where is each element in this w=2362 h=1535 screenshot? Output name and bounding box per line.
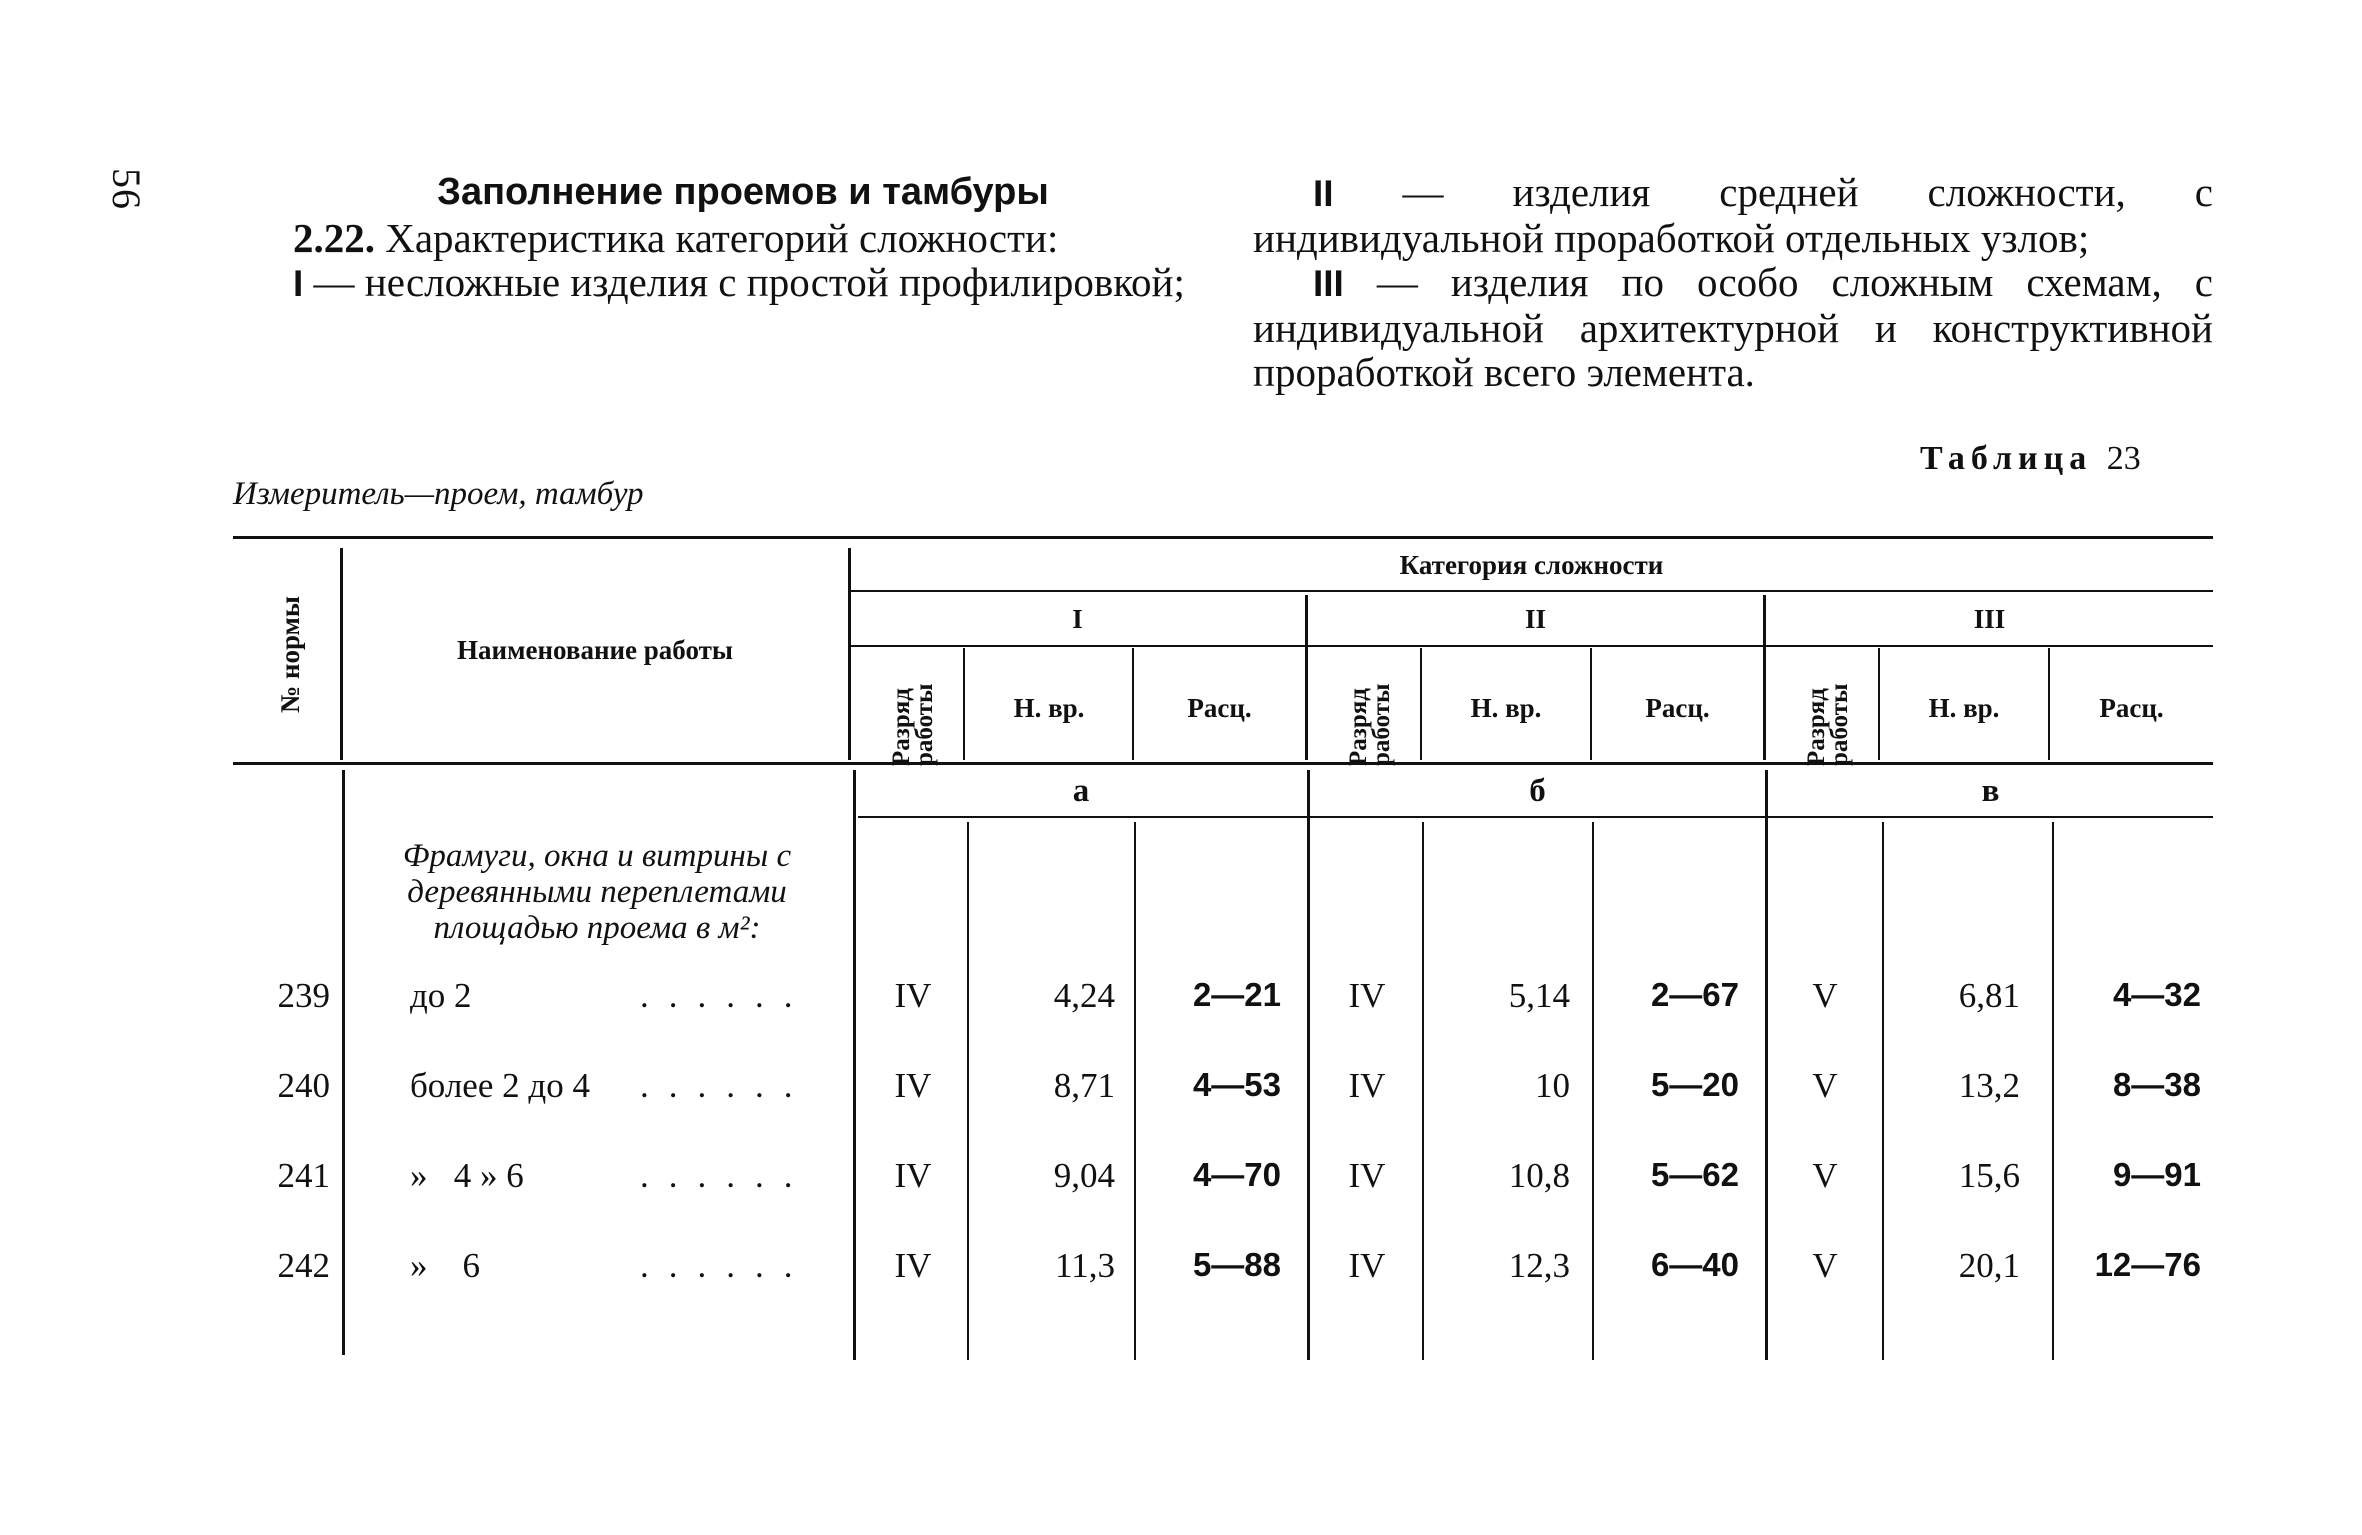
cell-c3-time: 20,1	[1958, 1246, 2020, 1285]
letter-a: а	[1072, 772, 1090, 809]
header-vline-norm	[340, 548, 343, 760]
category-2-text: — изделия средней сложности, с индивидуальной проработкой отдельных узлов;	[1253, 169, 2213, 261]
paragraph-text: Характеристика категорий сложности:	[375, 215, 1059, 261]
cell-c2-time: 12,3	[1508, 1246, 1570, 1285]
cell-c3-time: 13,2	[1958, 1066, 2020, 1105]
cell-c3-price: 12—76	[2094, 1246, 2201, 1283]
cell-c1-price: 2—21	[1192, 976, 1281, 1013]
body-vline-cat3	[1765, 770, 1768, 1360]
paragraph-2-22	[233, 216, 1193, 260]
cell-c2-price: 5—62	[1650, 1156, 1739, 1193]
category-sub-rule	[850, 645, 2213, 647]
category-1-description	[233, 260, 1193, 306]
c2-rank-header: Разряд работы	[1345, 683, 1395, 766]
table-caption-word: Таблица	[1920, 440, 2093, 477]
c3-price-header: Расц.	[2099, 692, 2164, 723]
cell-c1-time: 4,24	[1053, 976, 1115, 1015]
cell-c3-price: 9—91	[2112, 1156, 2201, 1193]
category-3-roman: III	[1313, 263, 1344, 304]
cell-c3-rank: V	[1812, 1156, 1838, 1195]
cell-norm: 241	[277, 1156, 330, 1195]
category-header: Категория сложности	[1399, 549, 1664, 580]
cell-name: » 4 » 6	[410, 1156, 524, 1195]
cell-c1-price: 4—53	[1192, 1066, 1281, 1103]
header-bottom-rule	[233, 762, 2213, 765]
cell-c2-time: 5,14	[1508, 976, 1570, 1015]
body-vline-cat2	[1307, 770, 1310, 1360]
leader-dots: ......	[640, 1156, 813, 1195]
cell-c3-rank: V	[1812, 1066, 1838, 1105]
letter-b: б	[1529, 772, 1546, 809]
table-top-rule	[233, 536, 2213, 539]
cell-c1-rank: IV	[894, 976, 932, 1015]
cell-name: » 6	[410, 1246, 480, 1285]
column-header-name: Наименование работы	[457, 634, 733, 665]
c1-time-header: Н. вр.	[1013, 692, 1085, 723]
category-II-header: II	[1524, 603, 1546, 634]
section-title: Заполнение проемов и тамбуры	[437, 171, 1049, 213]
cell-c2-rank: IV	[1348, 1066, 1386, 1105]
cell-c1-time: 8,71	[1053, 1066, 1115, 1105]
category-1-roman: I	[293, 263, 304, 304]
cell-c3-rank: V	[1812, 976, 1838, 1015]
cell-c2-time: 10	[1535, 1066, 1570, 1105]
column-header-norm: № нормы	[275, 595, 305, 713]
cell-c1-price: 5—88	[1192, 1246, 1281, 1283]
body-vline-c3-time	[2052, 822, 2054, 1360]
text-column-right	[1253, 170, 2213, 394]
cell-norm: 239	[277, 976, 330, 1015]
page-number: 56	[104, 168, 149, 210]
category-1-text: — несложные изделия с простой профилировкой;	[303, 259, 1185, 305]
cell-c1-rank: IV	[894, 1246, 932, 1285]
category-rule	[850, 590, 2213, 592]
c1-price-header: Расц.	[1187, 692, 1252, 723]
c2-time-header: Н. вр.	[1470, 692, 1542, 723]
cell-name: более 2 до 4	[410, 1066, 590, 1105]
cell-norm: 240	[277, 1066, 330, 1105]
cell-c3-time: 15,6	[1958, 1156, 2020, 1195]
c2-price-header: Расц.	[1645, 692, 1710, 723]
cell-c1-rank: IV	[894, 1156, 932, 1195]
letter-v: в	[1981, 772, 2000, 809]
c3-rank-header: Разряд работы	[1803, 683, 1853, 766]
category-2-description	[1253, 170, 2213, 260]
cell-c2-rank: IV	[1348, 1156, 1386, 1195]
cell-norm: 242	[277, 1246, 330, 1285]
body-vline-norm	[342, 770, 345, 1355]
cell-c2-price: 5—20	[1650, 1066, 1739, 1103]
group-title: Фрамуги, окна и витрины с деревянными переплетами площадью проема в м²:	[402, 838, 792, 946]
c3-time-header: Н. вр.	[1928, 692, 2000, 723]
leader-dots: ......	[640, 976, 813, 1015]
cell-c1-rank: IV	[894, 1066, 932, 1105]
table-caption	[1920, 440, 2141, 478]
cell-c2-time: 10,8	[1508, 1156, 1570, 1195]
cell-c3-price: 8—38	[2112, 1066, 2201, 1103]
category-III-header: III	[1973, 603, 2006, 634]
cell-c2-price: 6—40	[1650, 1246, 1739, 1283]
body-vline-name	[853, 770, 856, 1360]
category-I-header: I	[1072, 603, 1083, 634]
cell-c3-price: 4—32	[2112, 976, 2201, 1013]
leader-dots: ......	[640, 1246, 813, 1285]
cell-c1-time: 11,3	[1055, 1246, 1115, 1285]
cell-name: до 2	[410, 976, 472, 1015]
category-3-description	[1253, 260, 2213, 394]
letters-rule	[858, 816, 2213, 818]
c1-rank-header: Разряд работы	[888, 683, 938, 766]
cell-c3-rank: V	[1812, 1246, 1838, 1285]
cell-c2-rank: IV	[1348, 976, 1386, 1015]
body-vline-c3-rank	[1882, 822, 1884, 1360]
cell-c2-rank: IV	[1348, 1246, 1386, 1285]
measurer-note: Измеритель—проем, тамбур	[233, 476, 644, 512]
leader-dots: ......	[640, 1066, 813, 1105]
cell-c1-time: 9,04	[1053, 1156, 1115, 1195]
paragraph-number: 2.22.	[293, 215, 375, 261]
body-vline-c2-rank	[1422, 822, 1424, 1360]
text-column-left	[233, 170, 1193, 306]
cell-c3-time: 6,81	[1958, 976, 2020, 1015]
category-2-roman: II	[1313, 173, 1334, 214]
category-3-text: — изделия по особо сложным схемам, с индивидуальной архитектурной и конструктивной проработкой всего элемента.	[1253, 259, 2213, 395]
cell-c2-price: 2—67	[1650, 976, 1739, 1013]
header-vline-c1-rank	[963, 648, 965, 760]
cell-c1-price: 4—70	[1192, 1156, 1281, 1193]
table-caption-number: 23	[2106, 440, 2141, 477]
